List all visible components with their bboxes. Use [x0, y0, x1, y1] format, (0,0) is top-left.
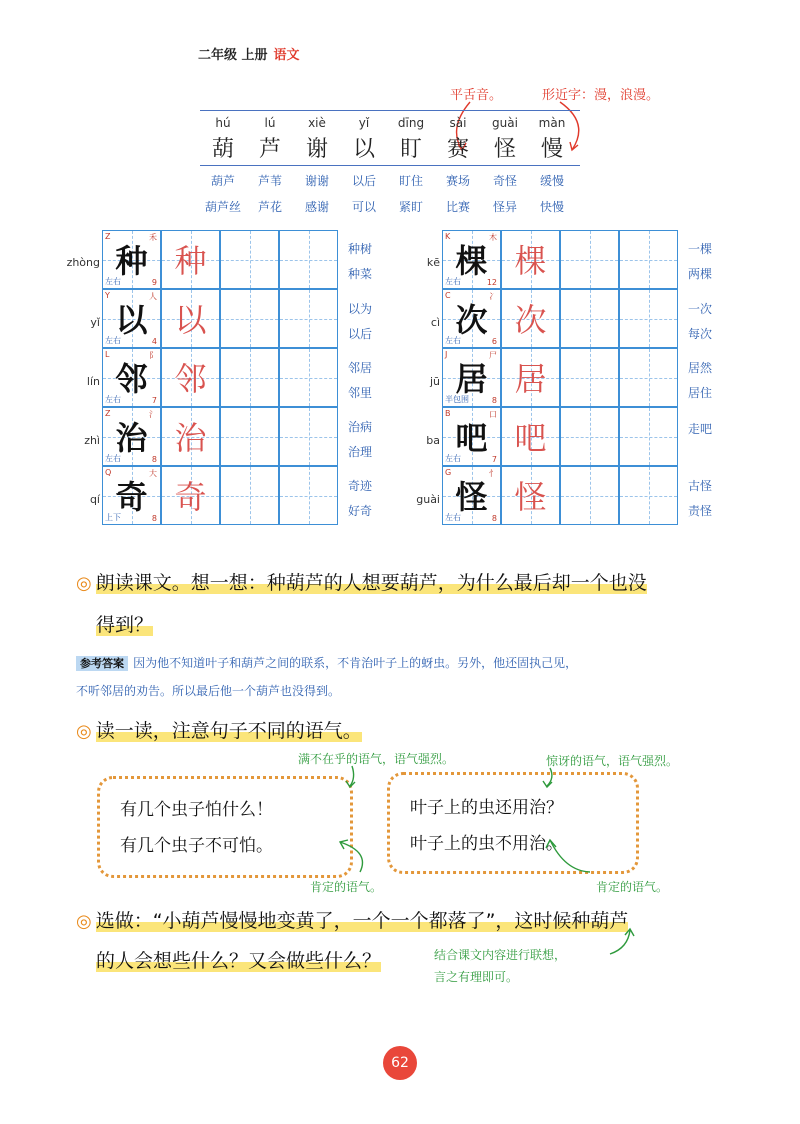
- trace-cell[interactable]: 邻: [161, 348, 220, 407]
- note-q3-line-2: 言之有理即可。: [434, 970, 519, 984]
- tone-arrows: [300, 756, 600, 896]
- subject-label: 语文: [273, 48, 300, 63]
- compound-word: 紧盯: [398, 200, 423, 214]
- grade-label: 二年级 上册: [198, 48, 268, 63]
- sentence: 叶子上的虫还用治？: [410, 798, 563, 818]
- circle-bullet-icon: ◎: [76, 721, 92, 742]
- row-pinyin: ba: [426, 434, 440, 447]
- word-item: dīng 盯: [397, 116, 425, 162]
- side-words: 一次 每次: [687, 302, 712, 341]
- char-cell: Z 禾 左右 9 种: [102, 230, 161, 289]
- empty-cell[interactable]: [619, 230, 678, 289]
- sentence: 有几个虫子怕什么！: [120, 800, 273, 820]
- note-affirm-left: 肯定的语气。: [310, 880, 383, 894]
- word-item: yǐ 以: [352, 116, 375, 162]
- side-words: 一棵 两棵: [687, 242, 712, 281]
- char-cell: J 尸 半包围 8 居: [442, 348, 501, 407]
- circle-bullet-icon: ◎: [76, 573, 92, 594]
- word-list: [200, 116, 580, 166]
- trace-cell[interactable]: 以: [161, 289, 220, 348]
- row-pinyin: guài: [416, 493, 440, 506]
- side-words: 奇迹 好奇: [347, 479, 372, 518]
- char-cell: Q 大 上下 8 奇: [102, 466, 161, 525]
- note-indifferent: 满不在乎的语气，语气强烈。: [298, 752, 455, 766]
- side-words: 治病 治理: [347, 420, 372, 459]
- empty-cell[interactable]: [279, 289, 338, 348]
- word-item: màn 慢: [538, 116, 566, 162]
- char-cell: Y 人 左右 4 以: [102, 289, 161, 348]
- compound-word: 芦花: [257, 200, 282, 214]
- word-list-top-rule: [200, 110, 580, 111]
- trace-cell[interactable]: 种: [161, 230, 220, 289]
- trace-cell[interactable]: 次: [501, 289, 560, 348]
- left-writing-grid: [60, 230, 400, 530]
- sentence: 有几个虫子不可怕。: [120, 836, 273, 856]
- char-cell: G 忄 左右 8 怪: [442, 466, 501, 525]
- answer-line-2: 不听邻居的劝告。所以最后他一个葫芦也没得到。: [76, 684, 341, 698]
- compound-word: 赛场: [445, 174, 470, 188]
- empty-cell[interactable]: [279, 230, 338, 289]
- compound-word: 快慢: [539, 200, 564, 214]
- reference-answer: [76, 652, 736, 671]
- empty-cell[interactable]: [220, 407, 279, 466]
- compound-word: 盯住: [398, 174, 423, 188]
- row-pinyin: cì: [430, 316, 440, 329]
- compound-word: 怪异: [492, 200, 517, 214]
- trace-cell[interactable]: 怪: [501, 466, 560, 525]
- compound-word: 缓慢: [539, 174, 564, 188]
- word-item: hú 葫: [211, 116, 234, 162]
- row-pinyin: yǐ: [90, 316, 100, 329]
- word-item: lú 芦: [258, 116, 281, 162]
- side-words: 种树 种菜: [347, 242, 372, 281]
- right-writing-grid: [400, 230, 740, 530]
- empty-cell[interactable]: [560, 348, 619, 407]
- compound-word: 芦苇: [257, 174, 282, 188]
- empty-cell[interactable]: [560, 230, 619, 289]
- empty-cell[interactable]: [279, 466, 338, 525]
- note-q3-arrow: [600, 924, 640, 964]
- trace-cell[interactable]: 奇: [161, 466, 220, 525]
- word-item: xiè 谢: [305, 116, 328, 162]
- word-item: guài 怪: [492, 116, 518, 162]
- char-cell: C 冫 左右 6 次: [442, 289, 501, 348]
- page-number: 62: [383, 1046, 417, 1080]
- empty-cell[interactable]: [220, 289, 279, 348]
- compounds-row-2: [200, 198, 580, 218]
- char-cell: K 木 左右 12 棵: [442, 230, 501, 289]
- row-pinyin: kē: [426, 256, 440, 269]
- empty-cell[interactable]: [220, 230, 279, 289]
- empty-cell[interactable]: [619, 407, 678, 466]
- sentence: 叶子上的虫不用治。: [410, 834, 563, 854]
- circle-bullet-icon: ◎: [76, 911, 92, 932]
- row-pinyin: zhì: [84, 434, 100, 447]
- note-near-form: 形近字：漫，浪漫。: [542, 88, 660, 103]
- empty-cell[interactable]: [279, 348, 338, 407]
- note-flat-tongue: 平舌音。: [450, 88, 503, 103]
- side-words: 走吧: [687, 422, 712, 436]
- empty-cell[interactable]: [619, 466, 678, 525]
- empty-cell[interactable]: [560, 466, 619, 525]
- compound-word: 谢谢: [304, 174, 329, 188]
- answer-line-1: 因为他不知道叶子和葫芦之间的联系，不肯治叶子上的蚜虫。另外，他还固执己见，: [133, 656, 578, 670]
- note-surprised: 惊讶的语气，语气强烈。: [546, 754, 679, 768]
- side-words: 古怪 责怪: [687, 479, 712, 518]
- answer-label: 参考答案: [76, 656, 128, 671]
- char-cell: Z 氵 左右 8 治: [102, 407, 161, 466]
- char-cell: B 口 左右 7 吧: [442, 407, 501, 466]
- empty-cell[interactable]: [560, 289, 619, 348]
- side-words: 邻居 邻里: [347, 361, 372, 400]
- compound-word: 可以: [351, 200, 376, 214]
- compound-word: 葫芦丝: [204, 200, 241, 214]
- compound-word: 感谢: [304, 200, 329, 214]
- empty-cell[interactable]: [220, 348, 279, 407]
- trace-cell[interactable]: 棵: [501, 230, 560, 289]
- side-words: 以为 以后: [347, 302, 372, 341]
- question-2: ◎ 读一读，注意句子不同的语气。: [76, 720, 362, 742]
- note-q3-line-1: 结合课文内容进行联想，: [434, 948, 567, 962]
- row-pinyin: jū: [429, 375, 440, 388]
- note-affirm-right: 肯定的语气。: [596, 880, 669, 894]
- compound-word: 比赛: [445, 200, 470, 214]
- question-3-line-1: ◎ 选做：“小葫芦慢慢地变黄了，一个一个都落了”，这时候种葫芦: [76, 910, 629, 932]
- row-pinyin: lín: [86, 375, 100, 388]
- compound-word: 葫芦: [210, 174, 235, 188]
- empty-cell[interactable]: [619, 289, 678, 348]
- trace-cell[interactable]: 治: [161, 407, 220, 466]
- empty-cell[interactable]: [619, 348, 678, 407]
- compounds-row-1: [200, 172, 580, 192]
- row-pinyin: zhòng: [66, 256, 100, 269]
- question-1-line-1: ◎ 朗读课文。想一想：种葫芦的人想要葫芦，为什么最后却一个也没: [76, 572, 647, 594]
- word-item: sài 赛: [446, 116, 469, 162]
- question-1-line-2: 得到？: [96, 614, 154, 636]
- page-header: [198, 44, 300, 63]
- empty-cell[interactable]: [220, 466, 279, 525]
- char-cell: L 阝 左右 7 邻: [102, 348, 161, 407]
- compound-word: 奇怪: [492, 174, 517, 188]
- row-pinyin: qí: [89, 493, 100, 506]
- empty-cell[interactable]: [279, 407, 338, 466]
- trace-cell[interactable]: 吧: [501, 407, 560, 466]
- compound-word: 以后: [351, 174, 376, 188]
- side-words: 居然 居住: [687, 361, 712, 400]
- question-3-line-2: 的人会想些什么？又会做些什么？: [96, 950, 382, 972]
- empty-cell[interactable]: [560, 407, 619, 466]
- trace-cell[interactable]: 居: [501, 348, 560, 407]
